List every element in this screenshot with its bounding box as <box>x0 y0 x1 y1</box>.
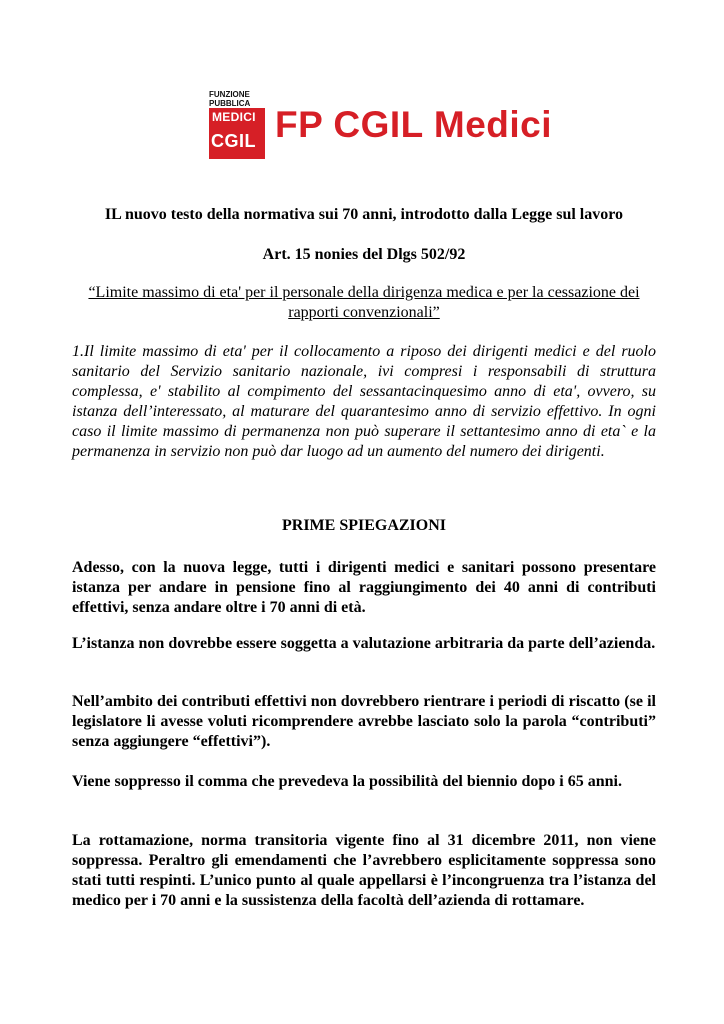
section-title: PRIME SPIEGAZIONI <box>281 517 447 534</box>
explanation-paragraph: Nell’ambito dei contributi effettivi non dovrebbero rientrare i periodi di riscatto (se il legislatore li avesse voluti ricomprendere avrebbe lasciato solo la parola “contributi” senza aggiungere “effettivi”). <box>72 693 656 750</box>
emblem-cgil: CGIL <box>211 131 256 151</box>
emblem-medici: MEDICI <box>212 110 256 124</box>
explanation-paragraph: Adesso, con la nuova legge, tutti i dirigenti medici e sanitari possono presentare istanza per andare in pensione fino al raggiungimento dei 40 anni di contributi effettivi, senza andare oltre i 70 anni di età. <box>72 559 656 616</box>
document-intro-title: IL nuovo testo della normativa sui 70 anni, introdotto dalla Legge sul lavoro <box>104 206 624 223</box>
article-text: 1.Il limite massimo di eta' per il collocamento a riposo dei dirigenti medici e del ruolo sanitario del Servizio sanitario nazionale, ivi compresi i responsabili di struttura complessa, e' stabilito al compimento del sessantacinquesimo anno di eta', ovvero, su istanza dell’interessato, al maturare del quarantesimo anno di servizio effettivo. In ogni caso il limite massimo di permanenza non può superare il settantesimo anno di eta` e la permanenza in servizio non può dar luogo ad un aumento del numero dei dirigenti. <box>72 343 656 460</box>
explanation-paragraph: L’istanza non dovrebbe essere soggetta a valutazione arbitraria da parte dell’azienda. <box>72 635 656 652</box>
cgil-emblem <box>209 91 265 159</box>
explanation-paragraph: Viene soppresso il comma che prevedeva la possibilità del biennio dopo i 65 anni. <box>72 773 622 790</box>
article-quote-title: “Limite massimo di eta' per il personale della dirigenza medica e per la cessazione dei rapporti convenzionali” <box>88 284 640 321</box>
logo-wordmark: FP CGIL Medici <box>275 104 553 145</box>
emblem-line2: PUBBLICA <box>209 98 251 108</box>
explanation-paragraph: La rottamazione, norma transitoria vigente fino al 31 dicembre 2011, non viene soppressa. Peraltro gli emendamenti che l’avrebbero esplicitamente soppressa sono stati tutti respinti. L’unico punto al quale appellarsi è l’incongruenza tra l’istanza del medico per i 70 anni e la sussistenza della facoltà dell’azienda di rottamare. <box>72 832 656 909</box>
emblem-line1: FUNZIONE <box>209 90 250 99</box>
fp-cgil-medici-logo <box>209 90 553 161</box>
article-reference: Art. 15 nonies del Dlgs 502/92 <box>262 246 466 263</box>
emblem-header <box>209 91 265 108</box>
